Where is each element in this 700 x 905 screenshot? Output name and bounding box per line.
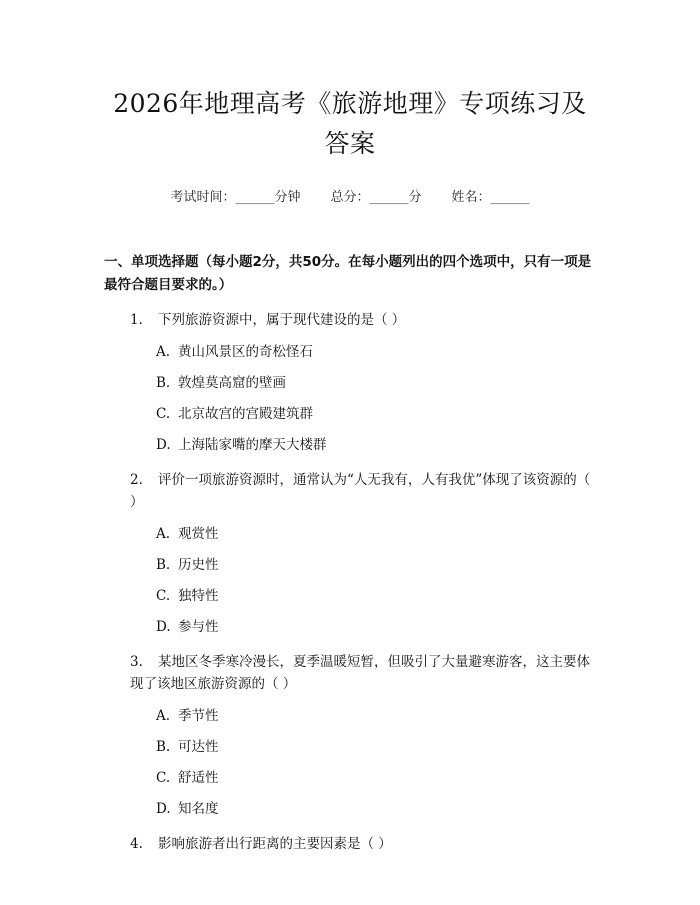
option-letter: C. (156, 770, 171, 786)
question-4 (104, 833, 596, 855)
question-stem (104, 833, 596, 855)
question-stem (104, 651, 596, 695)
option-letter: B. (156, 375, 171, 391)
option-b (104, 737, 596, 757)
option-text: 敦煌莫高窟的壁画 (178, 375, 286, 391)
option-text: 可达性 (178, 739, 219, 755)
option-letter: A. (156, 708, 171, 724)
option-letter: B. (156, 557, 171, 573)
option-a (104, 706, 596, 726)
option-letter: D. (156, 801, 171, 817)
option-d (104, 617, 596, 637)
option-text: 北京故宫的宫殿建筑群 (178, 406, 313, 422)
question-text: 下列旅游资源中，属于现代建设的是（ ） (158, 312, 406, 328)
document-title: 2026年地理高考《旅游地理》专项练习及答案 (113, 89, 587, 158)
option-letter: D. (156, 437, 171, 453)
option-text: 黄山风景区的奇松怪石 (178, 344, 313, 360)
option-list (104, 706, 596, 819)
option-text: 历史性 (178, 557, 219, 573)
question-text: 某地区冬季寒冷漫长，夏季温暖短暂，但吸引了大量避寒游客，这主要体现了该地区旅游资源的（ ） (130, 654, 590, 692)
option-letter: C. (156, 588, 171, 604)
option-text: 舒适性 (178, 770, 219, 786)
question-stem (104, 469, 596, 513)
option-b (104, 373, 596, 393)
option-text: 季节性 (178, 708, 219, 724)
option-list (104, 342, 596, 455)
option-text: 知名度 (178, 801, 219, 817)
section-heading: 一、单项选择题（每小题2分，共50分。在每小题列出的四个选项中，只有一项是最符合题目要求的。） (104, 254, 592, 293)
question-stem (104, 309, 596, 331)
question-number: 1. (130, 312, 143, 328)
question-number: 3. (130, 654, 143, 670)
option-text: 参与性 (178, 619, 219, 635)
option-letter: C. (156, 406, 171, 422)
question-number: 4. (130, 836, 143, 852)
option-c (104, 404, 596, 424)
question-1 (104, 309, 596, 455)
question-number: 2. (130, 472, 143, 488)
question-3 (104, 651, 596, 819)
option-d (104, 435, 596, 455)
option-letter: B. (156, 739, 171, 755)
option-list (104, 524, 596, 637)
option-letter: A. (156, 526, 171, 542)
option-d (104, 799, 596, 819)
option-text: 观赏性 (178, 526, 219, 542)
exam-meta (104, 186, 596, 205)
exam-time-field: 考试时间：______分钟 (170, 190, 301, 205)
student-name-field: 姓名：______ (451, 190, 530, 205)
question-text: 影响旅游者出行距离的主要因素是（ ） (158, 836, 392, 852)
option-c (104, 586, 596, 606)
option-letter: A. (156, 344, 171, 360)
option-a (104, 524, 596, 544)
option-text: 上海陆家嘴的摩天大楼群 (178, 437, 327, 453)
option-text: 独特性 (178, 588, 219, 604)
option-a (104, 342, 596, 362)
option-letter: D. (156, 619, 171, 635)
option-c (104, 768, 596, 788)
question-text: 评价一项旅游资源时，通常认为“人无我有，人有我优”体现了该资源的（ ） (130, 472, 591, 510)
option-b (104, 555, 596, 575)
total-score-field: 总分：______分 (330, 190, 422, 205)
question-2 (104, 469, 596, 637)
